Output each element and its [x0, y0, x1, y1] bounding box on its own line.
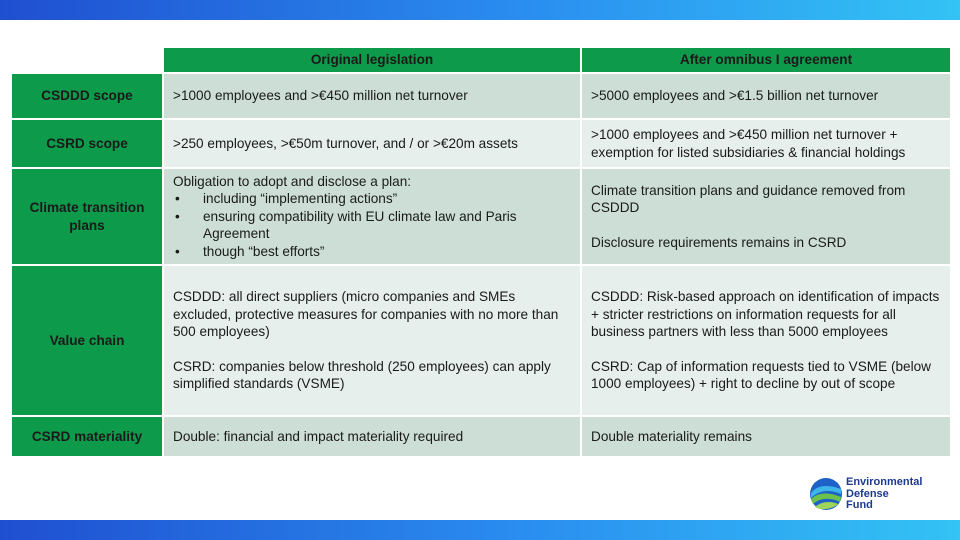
cell-original	[163, 168, 581, 265]
cell-intro-text: Obligation to adopt and disclose a plan:	[173, 173, 412, 189]
logo-line: Fund	[846, 499, 873, 511]
header-original-legislation: Original legislation	[163, 47, 581, 73]
cell-original: Double: financial and impact materiality required	[163, 416, 581, 457]
cell-original: >250 employees, >€50m turnover, and / or >€20m assets	[163, 119, 581, 168]
list-item: • ensuring compatibility with EU climate law and Paris Agreement	[175, 208, 517, 242]
cell-paragraph: CSRD: Cap of information requests tied to VSME (below 1000 employees) + right to decline by out of scope	[591, 358, 931, 392]
table-header-row	[11, 47, 951, 73]
table-row	[11, 168, 951, 265]
cell-paragraph: CSDDD: Risk-based approach on identification of impacts + stricter restrictions on information requests for all business partners with less than 5000 employees	[591, 289, 940, 340]
cell-original: >1000 employees and >€450 million net turnover	[163, 73, 581, 119]
cell-after	[581, 265, 951, 416]
cell-after: >5000 employees and >€1.5 billion net turnover	[581, 73, 951, 119]
cell-paragraph: CSDDD: all direct suppliers (micro companies and SMEs excluded, protective measures for companies with no more than 500 employees)	[173, 289, 559, 340]
cell-after: >1000 employees and >€450 million net turnover + exemption for listed subsidiaries & financial holdings	[581, 119, 951, 168]
edf-logo	[808, 476, 936, 512]
edf-logo-text	[846, 477, 940, 512]
bullet-list	[173, 190, 571, 260]
list-item: • though “best efforts”	[175, 243, 325, 259]
comparison-table	[10, 46, 952, 458]
cell-paragraph: CSRD: companies below threshold (250 employees) can apply simplified standards (VSME)	[173, 358, 551, 392]
cell-paragraph: Disclosure requirements remains in CSRD	[591, 234, 847, 250]
header-blank-cell	[11, 47, 163, 73]
list-item: • including “implementing actions”	[175, 191, 398, 207]
logo-line: Defense	[846, 487, 889, 500]
cell-after: Double materiality remains	[581, 416, 951, 457]
row-label-climate-transition-plans: Climate transition plans	[11, 168, 163, 265]
list-item-text: ensuring compatibility with EU climate law and Paris Agreement	[203, 208, 517, 242]
row-label-csrd-materiality: CSRD materiality	[11, 416, 163, 457]
header-after-omnibus: After omnibus I agreement	[581, 47, 951, 73]
row-label-csrd-scope: CSRD scope	[11, 119, 163, 168]
row-label-csddd-scope: CSDDD scope	[11, 73, 163, 119]
edf-globe-icon	[808, 476, 844, 512]
cell-original	[163, 265, 581, 416]
top-gradient-band	[0, 0, 960, 20]
cell-after	[581, 168, 951, 265]
list-item-text: including “implementing actions”	[203, 191, 398, 207]
logo-line: Environmental	[846, 476, 923, 488]
cell-paragraph: Climate transition plans and guidance removed from CSDDD	[591, 182, 906, 216]
bottom-gradient-band	[0, 520, 960, 540]
table-row	[11, 265, 951, 416]
table-row	[11, 416, 951, 457]
table-row	[11, 73, 951, 119]
table-row	[11, 119, 951, 168]
list-item-text: though “best efforts”	[203, 243, 325, 259]
row-label-value-chain: Value chain	[11, 265, 163, 416]
